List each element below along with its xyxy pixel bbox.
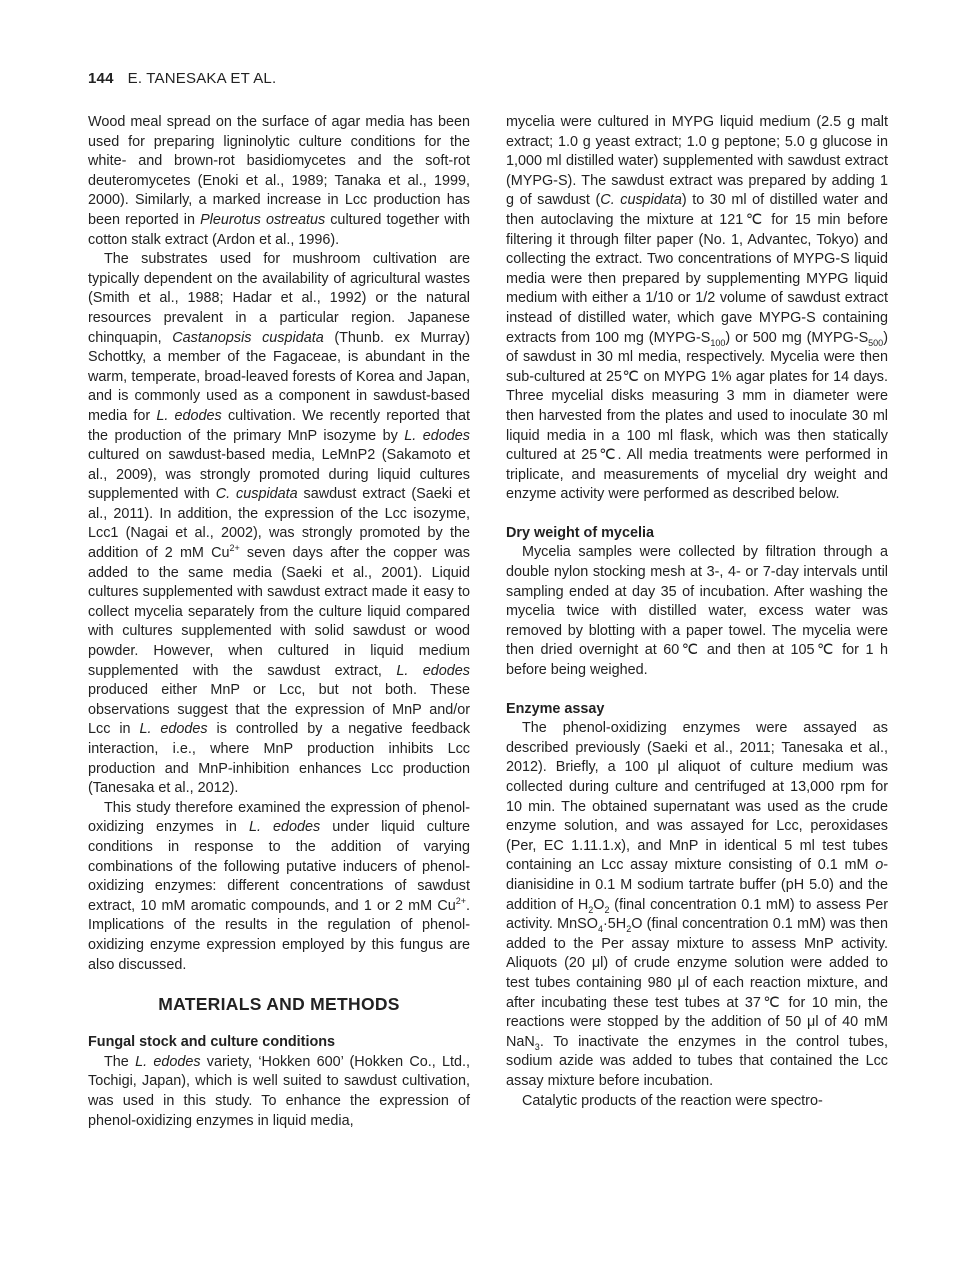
right-paragraph-4: Catalytic products of the reaction were spectro- xyxy=(522,1092,823,1109)
right-paragraph-2: Mycelia samples were collected by filtration through a double nylon stocking mesh at 3-, 4- or 7-day intervals until sampling ended at day 35 of incubation. After washing the mycelia twice with distilled water, excess water was removed by blotting with a paper towel. The mycelia were then dried overnight at 60℃ and then at 105℃ for 1 h before being weighed. xyxy=(506,544,888,679)
left-paragraph-2: The substrates used for mushroom cultivation are typically dependent on the availability of agricultural wastes (Smith et al., 1988; Hadar et al., 1992) or the natural resources prevalent in a particular region. Japanese chinquapin, Castanopsis cuspidata (Thunb. ex Murray) Schottky, a member of the Fagaceae, is abundant in the warm, temperate, broad-leaved forests of Korea and Japan, and is commonly used as a component in sawdust-based media for L. edodes cultivation. We recently reported that the production of the primary MnP isozyme by L. edodes cultured on sawdust-based media, LeMnP2 (Sakamoto et al., 2009), was strongly promoted during liquid cultures supplemented with C. cuspidata sawdust extract (Saeki et al., 2011). In addition, the expression of the Lcc isozyme, Lcc1 (Nagai et al., 2002), was strongly promoted by the addition of 2 mM $Cu^{2+}$ seven days after the copper was added to the same media (Saeki et al., 2001). Liquid cultures supplemented with sawdust extract made it easy to collect mycelia separately from the culture liquid compared with cultures supplemented with solid sawdust or wood powder. However, when cultured in liquid medium supplemented with the sawdust extract, L. edodes produced either MnP or Lcc, but not both. These observations suggest that the expression of MnP and/or Lcc in L. edodes is controlled by a negative feedback interaction, i.e., where MnP production inhibits Lcc production and MnP-inhibition enhances Lcc production (Tanesaka et al., 2012). xyxy=(88,251,471,797)
subheading-dry-weight: Dry weight of mycelia xyxy=(506,524,654,541)
running-title: E. TANESAKA ET AL. xyxy=(127,70,277,87)
left-paragraph-3: This study therefore examined the expression of phenol-oxidizing enzymes in L. edodes under liquid culture conditions in response to the addition of varying combinations of the following putative inducers of phenol-oxidizing enzymes: different concentrations of sawdust extract, 10 mM aromatic compounds, and 1 or 2 mM $Cu^{2+}$. Implications of the results in the regulation of phenol-oxidizing enzyme expression employed by this fungus are also discussed. xyxy=(88,799,470,973)
subheading-enzyme-assay: Enzyme assay xyxy=(506,700,605,717)
right-column xyxy=(506,113,888,1111)
left-paragraph-4: The L. edodes variety, ‘Hokken 600’ (Hokken Co., Ltd., Tochigi, Japan), which is well suited to sawdust cultivation, was used in this study. To enhance the expression of phenol-oxidizing enzymes in liquid media, xyxy=(88,1053,471,1129)
page-number: 144 xyxy=(88,70,114,87)
left-paragraph-1: Wood meal spread on the surface of agar media has been used for preparing ligninolytic culture conditions for the white- and brown-rot basidiomycetes and the soft-rot deuteromycetes (Enoki et al., 1989; Tanaka et al., 1999, 2000). Similarly, a marked increase in Lcc production has been reported in Pleurotus ostreatus cultured together with cotton stalk extract (Ardon et al., 1996). xyxy=(88,114,470,248)
running-header xyxy=(88,70,276,87)
left-column xyxy=(88,113,470,1131)
subheading-fungal-stock: Fungal stock and culture conditions xyxy=(88,1034,336,1051)
right-paragraph-1: mycelia were cultured in MYPG liquid medium (2.5 g malt extract; 1.0 g yeast extract; 1.0 g peptone; 5.0 g glucose in 1,000 ml distilled water) supplemented with sawdust extract (MYPG-S). The sawdust extract was prepared by adding 1 g of sawdust (C. cuspidata) to 30 ml of distilled water and then autoclaving the mixture at 121℃ for 15 min before filtering it through filter paper (No. 1, Advantec, Tokyo) and collecting the extract. Two concentrations of MYPG-S liquid media were then prepared by supplementing MYPG liquid medium with either a 1/10 or 1/2 volume of sawdust extract instead of distilled water, which gave MYPG-S containing extracts from 100 mg $(MYPG-S_{100})$ or 500 mg $(MYPG-S_{500})$ of sawdust in 30 ml media, respectively. Mycelia were then sub-cultured at 25℃ on MYPG 1% agar plates for 14 days. Three mycelial disks measuring 3 mm in diameter were then harvested from the plates and used to inoculate 30 ml liquid media in a 100 ml flask, which was then statically cultured at 25℃. All media treatments were performed in triplicate, and measurements of mycelial dry weight and enzyme activity were performed as described below. xyxy=(506,114,888,503)
section-heading: MATERIALS AND METHODS xyxy=(158,994,400,1015)
right-paragraph-3: The phenol-oxidizing enzymes were assayed as described previously (Saeki et al., 2011; Tanesaka et al., 2012). Briefly, a 100 μl aliquot of culture medium was collected during culture and centrifuged at 13,000 rpm for 10 min. The obtained supernatant was used as the crude enzyme solution, and was assayed for Lcc, peroxidases (Per, EC 1.11.1.x), and MnP in identical 5 ml test tubes containing an Lcc assay mixture consisting of 0.1 mM o-dianisidine in 0.1 M sodium tartrate buffer (pH 5.0) and the addition of $H_2O_2$ (final concentration 0.1 mM) to assess Per activity. $MnSO_4\cdot 5H_2O$ (final concentration 0.1 mM) was then added to the Per assay mixture to assess MnP activity. Aliquots (20 μl) of crude enzyme solution were added to test tubes containing 980 μl of each reaction mixture, and after incubating these test tubes at 37℃ for 10 min, the reactions were stopped by the addition of 50 μl of 40 mM NaN$_3$. To inactivate the enzymes in the control tubes, sodium azide was added to tubes that contained the Lcc assay mixture before incubation. xyxy=(506,720,888,1089)
